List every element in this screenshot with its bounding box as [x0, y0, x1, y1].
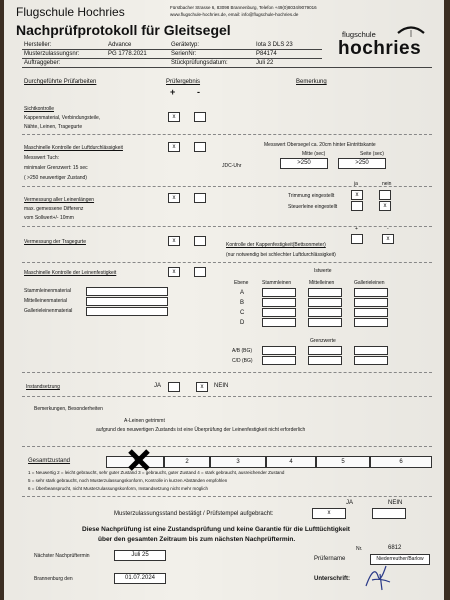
leinenfest-title: Maschinelle Kontrolle der Leinenfestigkeit — [24, 270, 117, 276]
cd-stamm-cell[interactable] — [262, 356, 296, 365]
signature-mark — [360, 560, 396, 592]
ja-header: ja — [354, 181, 358, 187]
trimm-ja-box[interactable]: x — [351, 190, 363, 200]
leinenfest-minus-box[interactable] — [194, 267, 206, 277]
kappe-plus-box[interactable] — [351, 234, 363, 244]
mitte-value[interactable]: >250 — [280, 158, 328, 169]
nr-value: 6812 — [388, 545, 402, 551]
trimm-label: Trimmung eingestellt — [288, 193, 335, 199]
minus-header: - — [197, 87, 200, 97]
instand-nein-label: NEIN — [214, 383, 229, 389]
grenzwerte-label: Grenzwerte — [310, 338, 336, 344]
tragegurte-minus-box[interactable] — [194, 236, 206, 246]
mittel-d-cell[interactable] — [308, 318, 342, 327]
hersteller-label: Hersteller: — [24, 42, 52, 48]
next-date-value[interactable]: Juli 25 — [114, 550, 166, 561]
luft-desc: Messwert Obersegel ca. 20cm hinter Eintrittskante — [264, 142, 376, 148]
paraglider-icon — [396, 24, 426, 38]
bemerk-line1: A-Leinen getrimmt — [124, 418, 165, 424]
instand-ja-box[interactable] — [168, 382, 180, 392]
geraet-label: Gerätetyp: — [171, 42, 200, 48]
steuer-ja-box[interactable] — [351, 201, 363, 211]
selected-cross-mark — [127, 448, 151, 472]
luft-line3: ( >250 neuwertiger Zustand) — [24, 175, 87, 181]
plus-header: + — [170, 87, 176, 97]
steuer-label: Steuerleine eingestellt — [288, 204, 338, 210]
col-bemerkung: Bemerkung — [296, 79, 327, 85]
logo-small-text: flugschule — [342, 30, 376, 39]
stueck-value: Juli 22 — [256, 60, 274, 66]
gal-d-cell[interactable] — [354, 318, 388, 327]
device-label: JDC-Uhr — [222, 163, 242, 169]
web-line: www.flugschule-hochries.de, email: info@flugschule-hochries.de — [170, 12, 299, 17]
kappe-title: Kontrolle der Kappenfestigkeit(Bettsonmeter) — [226, 242, 326, 248]
muster-nein-box[interactable] — [372, 508, 406, 519]
sichtkontrolle-line1: Kappenmaterial, Verbindungsteile, — [24, 115, 101, 121]
muster-nein-label: NEIN — [388, 500, 403, 506]
geraet-value: Iota 3 DLS 23 — [256, 42, 293, 48]
scale-2[interactable]: 2 — [164, 456, 210, 468]
leinen-minus-box[interactable] — [194, 193, 206, 203]
stamm-c-cell[interactable] — [262, 308, 296, 317]
signature-label: Unterschrift: — [314, 576, 351, 582]
bemerk-title: Bemerkungen, Besonderheiten — [34, 406, 103, 412]
pruefer-value[interactable]: Niederreuther/Barlow — [370, 554, 430, 565]
scale-4[interactable]: 4 — [266, 456, 316, 468]
steuer-nein-box[interactable]: x — [379, 201, 391, 211]
page-title: Nachprüfprotokoll für Gleitsegel — [16, 22, 231, 38]
cd-gal-cell[interactable] — [354, 356, 388, 365]
tragegurte-title: Vermessung der Tragegurte — [24, 239, 86, 245]
h-mittelleinen: Mittelleinen — [309, 280, 335, 286]
disclaimer-line1: Diese Nachprüfung ist eine Zustandsprüfung und keine Garantie für die Lufttüchtigkeit — [82, 526, 350, 533]
gal-c-cell[interactable] — [354, 308, 388, 317]
gallerie-label: Gallerieleinenmaterial — [24, 308, 73, 314]
leinen-title: Vermessung aller Leinenlängen — [24, 197, 95, 203]
company-name: Flugschule Hochries — [16, 5, 125, 19]
muster-ja-label: JA — [346, 500, 354, 506]
gallerie-field[interactable] — [86, 307, 168, 316]
legend-line3: 6 = Überbeansprucht, nicht Musterzulassungskonform, Instandsetzung nicht mehr möglich — [28, 486, 208, 491]
cd-label: C/D (BG) — [232, 358, 253, 364]
mitte-label: Mitte (sec) — [302, 151, 326, 157]
kappe-plus-label: + — [355, 226, 358, 232]
sichtkontrolle-plus-box[interactable]: x — [168, 112, 180, 122]
ab-stamm-cell[interactable] — [262, 346, 296, 355]
ebene-label: Ebene — [234, 280, 249, 286]
instand-nein-box[interactable]: x — [196, 382, 208, 392]
serie-label: SerienNr: — [171, 51, 197, 57]
muster-label: Musterzulassungsstand bestätigt / Prüfstempel aufgebracht: — [114, 511, 274, 517]
address-line: Fürstbacher Strasse 6, 83098 Brannenburg, Telefon +49(0)8034/9079016 — [170, 5, 317, 10]
scale-3[interactable]: 3 — [210, 456, 266, 468]
leinenfest-plus-box[interactable]: x — [168, 267, 180, 277]
date-value[interactable]: 01.07.2024 — [114, 573, 166, 584]
mittel-b-cell[interactable] — [308, 298, 342, 307]
nr-label: Nr. — [356, 546, 363, 552]
sichtkontrolle-minus-box[interactable] — [194, 112, 206, 122]
stamm-field[interactable] — [86, 287, 168, 296]
pruefer-label: Prüfername — [314, 556, 346, 562]
gal-b-cell[interactable] — [354, 298, 388, 307]
h-stammleinen: Stammleinen — [262, 280, 292, 286]
trimm-nein-box[interactable] — [379, 190, 391, 200]
stamm-b-cell[interactable] — [262, 298, 296, 307]
kappe-minus-box[interactable]: x — [382, 234, 394, 244]
legend-line1: 1 = Neuwertig 2 = leicht gebraucht, sehr guter Zustand 3 = gebraucht, guter Zustand 4 = stark gebraucht, ausreichender Zustand — [28, 470, 285, 475]
place-label: Brannenburg den — [34, 576, 73, 582]
ab-mittel-cell[interactable] — [308, 346, 342, 355]
mittel-c-cell[interactable] — [308, 308, 342, 317]
muster-ja-box[interactable]: x — [312, 508, 346, 519]
gesamt-title: Gesamtzustand — [28, 458, 71, 464]
mittel-a-cell[interactable] — [308, 288, 342, 297]
sichtkontrolle-line2: Nähte, Leinen, Tragegurte — [24, 124, 83, 130]
luft-line2: minimaler Grenzwert: 15 sec — [24, 165, 88, 171]
h-gallerieleinen: Gallerieleinen — [354, 280, 385, 286]
protocol-sheet — [4, 0, 444, 600]
legend-line2: 5 = sehr stark gebraucht, noch Musterzulassungskonform, Kontrolle in kurzen Abständen empfohlen — [28, 478, 228, 483]
bemerk-line2: aufgrund des neuwertigen Zustands ist eine Überprüfung der Leinenfestigkeit nicht erforderlich — [96, 427, 306, 433]
leinen-line2: vom Sollwert+/- 10mm — [24, 215, 74, 221]
seite-label: Seite (sec) — [360, 151, 384, 157]
luft-plus-box[interactable]: x — [168, 142, 180, 152]
ab-gal-cell[interactable] — [354, 346, 388, 355]
mittel-field[interactable] — [86, 297, 168, 306]
tragegurte-plus-box[interactable]: x — [168, 236, 180, 246]
kappe-minus-label: - — [387, 226, 389, 232]
stueck-label: Stückprüfungsdatum: — [171, 60, 228, 66]
logo-big-text: hochries — [338, 38, 422, 59]
muster-label: Musterzulassungsnr: — [24, 51, 80, 57]
ebene-b: B — [240, 300, 245, 306]
luft-title: Maschinelle Kontrolle der Luftdurchlässigkeit — [24, 145, 123, 151]
disclaimer-line2: über den gesamten Zeitraum bis zum nächsten Nachprüftermin. — [98, 536, 296, 543]
stamm-a-cell[interactable] — [262, 288, 296, 297]
col-pruefergebnis: Prüfergebnis — [166, 79, 201, 85]
gal-a-cell[interactable] — [354, 288, 388, 297]
luft-minus-box[interactable] — [194, 142, 206, 152]
leinen-plus-box[interactable]: x — [168, 193, 180, 203]
muster-value: PG 1778.2021 — [108, 51, 147, 57]
kappe-note: (nur notwendig bei schlechter Luftdurchlässigkeit) — [226, 252, 336, 258]
next-date-label: Nächster Nachprüftermin — [34, 553, 90, 559]
stamm-d-cell[interactable] — [262, 318, 296, 327]
ab-label: A/B (BG) — [232, 348, 253, 354]
leinen-line1: max. gemessene Differenz — [24, 206, 84, 212]
scale-5[interactable]: 5 — [316, 456, 370, 468]
seite-value[interactable]: >250 — [338, 158, 386, 169]
sichtkontrolle-title: Sichtkontrolle — [24, 106, 55, 112]
col-pruefarbeiten: Durchgeführte Prüfarbeiten — [24, 79, 97, 85]
hersteller-value: Advance — [108, 42, 132, 48]
istwerte-label: Istwerte — [314, 268, 332, 274]
nein-header: nein — [382, 181, 392, 187]
ebene-c: C — [240, 310, 245, 316]
cd-mittel-cell[interactable] — [308, 356, 342, 365]
luft-line1: Messwert Tuch: — [24, 155, 60, 161]
ebene-d: D — [240, 320, 245, 326]
stamm-label: Stammleinenmaterial — [24, 288, 71, 294]
serie-value: P84174 — [256, 51, 277, 57]
scale-6[interactable]: 6 — [370, 456, 432, 468]
instand-title: Instandsetzung — [26, 384, 60, 390]
instand-ja-label: JA — [154, 383, 162, 389]
auftrag-label: Auftraggeber: — [24, 60, 61, 66]
mittel-label: Mittelleinenmaterial — [24, 298, 68, 304]
ebene-a: A — [240, 290, 245, 296]
